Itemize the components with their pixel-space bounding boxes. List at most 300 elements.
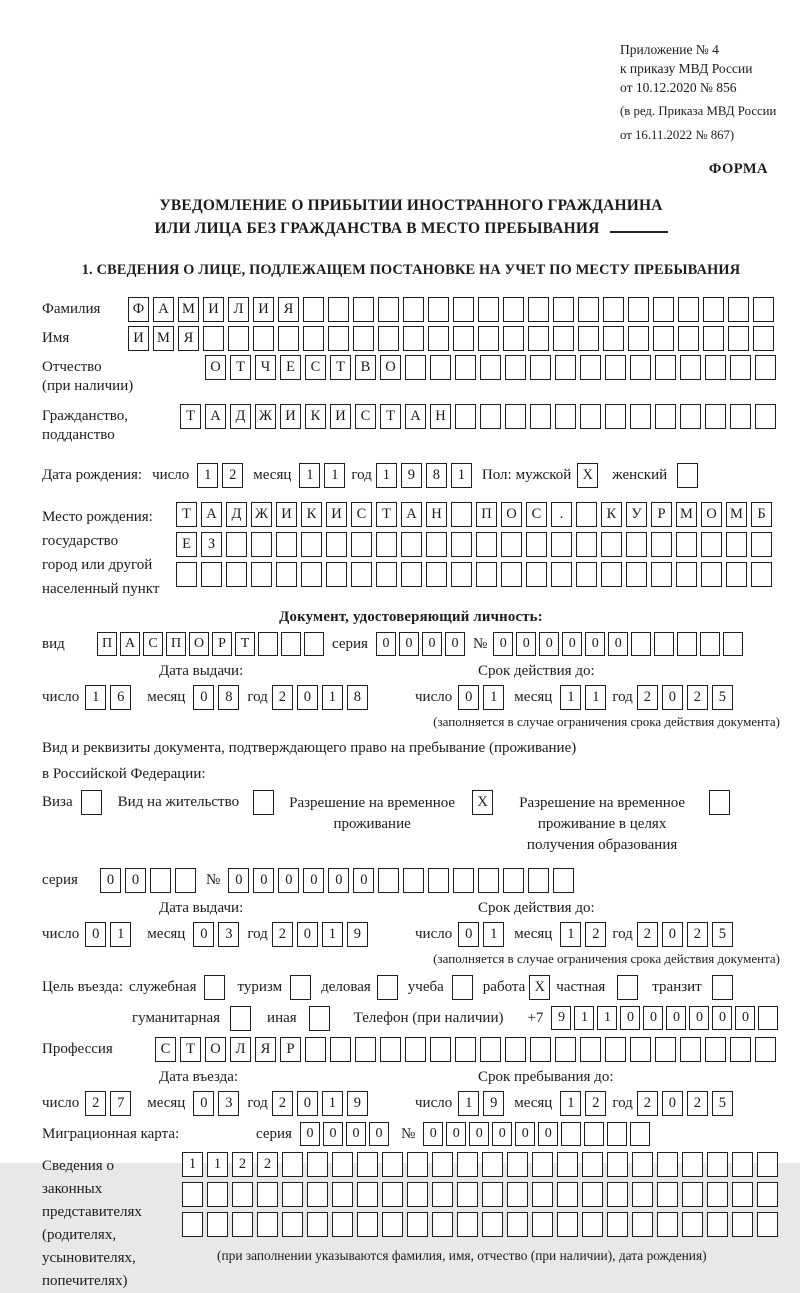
char-box[interactable] xyxy=(757,1212,778,1237)
char-box[interactable]: А xyxy=(120,632,140,656)
char-box[interactable]: Е xyxy=(280,355,301,380)
char-box[interactable]: 3 xyxy=(218,1091,239,1116)
sex-female-checkbox[interactable] xyxy=(677,463,698,488)
char-box[interactable] xyxy=(751,562,772,587)
char-box[interactable]: 2 xyxy=(272,685,293,710)
purpose-study-checkbox[interactable] xyxy=(452,975,473,1000)
char-box[interactable] xyxy=(632,1152,653,1177)
checkbox-cell[interactable] xyxy=(81,790,102,815)
entry-month-input[interactable] xyxy=(193,1091,239,1116)
char-box[interactable]: 2 xyxy=(257,1152,278,1177)
purpose-private-checkbox[interactable] xyxy=(617,975,638,1000)
char-box[interactable]: 0 xyxy=(193,685,214,710)
char-box[interactable] xyxy=(304,632,324,656)
doc-issue-day-input[interactable] xyxy=(85,685,131,710)
char-box[interactable] xyxy=(605,1037,626,1062)
char-box[interactable]: 0 xyxy=(278,868,299,893)
char-box[interactable]: 0 xyxy=(297,922,318,947)
char-box[interactable] xyxy=(701,562,722,587)
char-box[interactable] xyxy=(382,1212,403,1237)
char-box[interactable] xyxy=(478,326,499,351)
char-box[interactable] xyxy=(357,1182,378,1207)
char-box[interactable]: Н xyxy=(426,502,447,527)
char-box[interactable] xyxy=(382,1152,403,1177)
char-box[interactable] xyxy=(753,326,774,351)
char-box[interactable] xyxy=(751,532,772,557)
char-box[interactable] xyxy=(278,326,299,351)
char-box[interactable] xyxy=(703,326,724,351)
char-box[interactable] xyxy=(753,297,774,322)
char-box[interactable] xyxy=(678,326,699,351)
char-box[interactable]: О xyxy=(205,1037,226,1062)
char-box[interactable] xyxy=(532,1152,553,1177)
char-box[interactable] xyxy=(758,1006,778,1030)
char-box[interactable] xyxy=(432,1182,453,1207)
char-box[interactable] xyxy=(580,1037,601,1062)
checkbox-cell[interactable] xyxy=(712,975,733,1000)
char-box[interactable] xyxy=(530,355,551,380)
char-box[interactable]: 9 xyxy=(551,1006,571,1030)
char-box[interactable] xyxy=(251,532,272,557)
checkbox-cell[interactable] xyxy=(377,975,398,1000)
char-box[interactable] xyxy=(526,562,547,587)
char-box[interactable] xyxy=(651,532,672,557)
char-box[interactable] xyxy=(678,297,699,322)
char-box[interactable] xyxy=(428,326,449,351)
residence-permit-checkbox[interactable] xyxy=(253,790,274,815)
char-box[interactable] xyxy=(530,404,551,429)
surname-input[interactable] xyxy=(128,297,774,322)
char-box[interactable]: 9 xyxy=(347,1091,368,1116)
char-box[interactable]: И xyxy=(276,502,297,527)
char-box[interactable] xyxy=(551,532,572,557)
char-box[interactable]: 2 xyxy=(687,922,708,947)
checkbox-cell[interactable] xyxy=(253,790,274,815)
char-box[interactable] xyxy=(457,1152,478,1177)
char-box[interactable] xyxy=(553,297,574,322)
char-box[interactable]: Т xyxy=(230,355,251,380)
char-box[interactable]: И xyxy=(128,326,149,351)
char-box[interactable] xyxy=(376,532,397,557)
char-box[interactable]: 0 xyxy=(458,922,479,947)
char-box[interactable] xyxy=(405,1037,426,1062)
checkbox-cell[interactable]: X xyxy=(529,975,550,1000)
char-box[interactable]: С xyxy=(155,1037,176,1062)
char-box[interactable] xyxy=(607,1212,628,1237)
char-box[interactable] xyxy=(654,632,674,656)
char-box[interactable]: 1 xyxy=(483,685,504,710)
char-box[interactable] xyxy=(432,1152,453,1177)
phone-input[interactable] xyxy=(551,1006,778,1030)
char-box[interactable]: 0 xyxy=(620,1006,640,1030)
char-box[interactable] xyxy=(707,1212,728,1237)
char-box[interactable]: 0 xyxy=(662,922,683,947)
char-box[interactable] xyxy=(382,1182,403,1207)
char-box[interactable]: И xyxy=(203,297,224,322)
char-box[interactable] xyxy=(730,355,751,380)
char-box[interactable] xyxy=(651,562,672,587)
char-box[interactable] xyxy=(576,562,597,587)
char-box[interactable]: 1 xyxy=(110,922,131,947)
birth-day-input[interactable] xyxy=(197,463,243,488)
char-box[interactable] xyxy=(150,868,171,893)
char-box[interactable] xyxy=(380,1037,401,1062)
char-box[interactable]: И xyxy=(280,404,301,429)
char-box[interactable] xyxy=(755,355,776,380)
res-series-input[interactable] xyxy=(100,868,196,893)
char-box[interactable]: А xyxy=(153,297,174,322)
char-box[interactable] xyxy=(328,326,349,351)
char-box[interactable] xyxy=(403,868,424,893)
char-box[interactable]: 2 xyxy=(272,1091,293,1116)
char-box[interactable]: 0 xyxy=(662,685,683,710)
char-box[interactable] xyxy=(578,297,599,322)
char-box[interactable]: 2 xyxy=(687,1091,708,1116)
char-box[interactable]: В xyxy=(355,355,376,380)
birth-month-input[interactable] xyxy=(299,463,345,488)
purpose-work-checkbox[interactable] xyxy=(529,975,550,1000)
char-box[interactable]: С xyxy=(143,632,163,656)
char-box[interactable] xyxy=(478,868,499,893)
char-box[interactable] xyxy=(407,1152,428,1177)
char-box[interactable] xyxy=(657,1152,678,1177)
char-box[interactable]: Е xyxy=(176,532,197,557)
char-box[interactable]: Р xyxy=(280,1037,301,1062)
char-box[interactable]: 0 xyxy=(492,1122,512,1146)
char-box[interactable] xyxy=(378,297,399,322)
char-box[interactable] xyxy=(457,1212,478,1237)
char-box[interactable] xyxy=(455,355,476,380)
char-box[interactable] xyxy=(332,1182,353,1207)
char-box[interactable]: 1 xyxy=(560,922,581,947)
char-box[interactable] xyxy=(401,532,422,557)
char-box[interactable]: 0 xyxy=(666,1006,686,1030)
purpose-business-checkbox[interactable] xyxy=(377,975,398,1000)
char-box[interactable] xyxy=(307,1212,328,1237)
char-box[interactable]: Ж xyxy=(255,404,276,429)
char-box[interactable] xyxy=(378,326,399,351)
char-box[interactable] xyxy=(326,532,347,557)
char-box[interactable]: З xyxy=(201,532,222,557)
char-box[interactable] xyxy=(505,404,526,429)
char-box[interactable] xyxy=(576,532,597,557)
char-box[interactable]: 0 xyxy=(193,1091,214,1116)
char-box[interactable] xyxy=(582,1152,603,1177)
char-box[interactable] xyxy=(557,1152,578,1177)
char-box[interactable] xyxy=(480,404,501,429)
char-box[interactable]: Т xyxy=(330,355,351,380)
char-box[interactable]: Т xyxy=(380,404,401,429)
checkbox-cell[interactable] xyxy=(309,1006,330,1031)
char-box[interactable]: 0 xyxy=(538,1122,558,1146)
char-box[interactable]: 0 xyxy=(297,685,318,710)
char-box[interactable] xyxy=(732,1182,753,1207)
checkbox-cell[interactable] xyxy=(677,463,698,488)
char-box[interactable]: У xyxy=(626,502,647,527)
char-box[interactable] xyxy=(332,1152,353,1177)
entry-day-input[interactable] xyxy=(85,1091,131,1116)
char-box[interactable] xyxy=(682,1212,703,1237)
char-box[interactable] xyxy=(301,562,322,587)
char-box[interactable]: 0 xyxy=(353,868,374,893)
char-box[interactable]: 0 xyxy=(228,868,249,893)
char-box[interactable] xyxy=(253,326,274,351)
char-box[interactable] xyxy=(228,326,249,351)
birthplace-input-row1[interactable] xyxy=(176,502,772,527)
char-box[interactable]: 1 xyxy=(322,1091,343,1116)
char-box[interactable]: О xyxy=(701,502,722,527)
char-box[interactable] xyxy=(528,326,549,351)
char-box[interactable] xyxy=(553,326,574,351)
birthplace-input-row2[interactable] xyxy=(176,532,772,557)
char-box[interactable] xyxy=(378,868,399,893)
checkbox-cell[interactable] xyxy=(452,975,473,1000)
char-box[interactable]: 8 xyxy=(347,685,368,710)
char-box[interactable] xyxy=(576,502,597,527)
char-box[interactable]: Р xyxy=(212,632,232,656)
char-box[interactable] xyxy=(757,1152,778,1177)
char-box[interactable] xyxy=(657,1212,678,1237)
profession-input[interactable] xyxy=(155,1037,776,1062)
char-box[interactable] xyxy=(476,562,497,587)
char-box[interactable] xyxy=(680,404,701,429)
char-box[interactable]: Я xyxy=(255,1037,276,1062)
char-box[interactable] xyxy=(451,562,472,587)
char-box[interactable] xyxy=(555,404,576,429)
char-box[interactable] xyxy=(603,297,624,322)
char-box[interactable]: 1 xyxy=(597,1006,617,1030)
char-box[interactable]: 0 xyxy=(562,632,582,656)
char-box[interactable] xyxy=(605,355,626,380)
char-box[interactable] xyxy=(480,1037,501,1062)
char-box[interactable]: Т xyxy=(180,404,201,429)
char-box[interactable]: Л xyxy=(230,1037,251,1062)
char-box[interactable] xyxy=(630,355,651,380)
char-box[interactable]: 0 xyxy=(712,1006,732,1030)
char-box[interactable]: 1 xyxy=(574,1006,594,1030)
res-valid-month-input[interactable] xyxy=(560,922,606,947)
char-box[interactable] xyxy=(507,1182,528,1207)
res-issue-day-input[interactable] xyxy=(85,922,131,947)
birthplace-input-row3[interactable] xyxy=(176,562,772,587)
name-input[interactable] xyxy=(128,326,774,351)
representatives-input-row3[interactable] xyxy=(182,1212,778,1237)
char-box[interactable]: И xyxy=(326,502,347,527)
char-box[interactable]: 8 xyxy=(426,463,447,488)
char-box[interactable] xyxy=(582,1212,603,1237)
char-box[interactable]: 1 xyxy=(324,463,345,488)
char-box[interactable]: А xyxy=(405,404,426,429)
char-box[interactable]: 1 xyxy=(560,685,581,710)
char-box[interactable] xyxy=(603,326,624,351)
mc-series-input[interactable] xyxy=(300,1122,389,1146)
doc-issue-month-input[interactable] xyxy=(193,685,239,710)
char-box[interactable]: 1 xyxy=(85,685,106,710)
char-box[interactable]: 0 xyxy=(469,1122,489,1146)
char-box[interactable] xyxy=(175,868,196,893)
char-box[interactable]: 0 xyxy=(445,632,465,656)
char-box[interactable] xyxy=(601,562,622,587)
char-box[interactable] xyxy=(201,562,222,587)
char-box[interactable] xyxy=(351,562,372,587)
char-box[interactable]: Я xyxy=(278,297,299,322)
char-box[interactable]: Л xyxy=(228,297,249,322)
char-box[interactable]: 0 xyxy=(100,868,121,893)
char-box[interactable] xyxy=(226,562,247,587)
char-box[interactable] xyxy=(455,1037,476,1062)
char-box[interactable] xyxy=(655,355,676,380)
char-box[interactable]: 2 xyxy=(222,463,243,488)
char-box[interactable] xyxy=(430,1037,451,1062)
char-box[interactable] xyxy=(630,1037,651,1062)
char-box[interactable] xyxy=(628,297,649,322)
char-box[interactable]: Ф xyxy=(128,297,149,322)
char-box[interactable] xyxy=(428,868,449,893)
char-box[interactable] xyxy=(203,326,224,351)
char-box[interactable] xyxy=(480,355,501,380)
char-box[interactable]: С xyxy=(355,404,376,429)
char-box[interactable] xyxy=(305,1037,326,1062)
char-box[interactable] xyxy=(528,868,549,893)
char-box[interactable] xyxy=(607,1182,628,1207)
char-box[interactable] xyxy=(251,562,272,587)
citizenship-input[interactable] xyxy=(180,404,776,429)
char-box[interactable]: 0 xyxy=(346,1122,366,1146)
char-box[interactable] xyxy=(432,1212,453,1237)
char-box[interactable]: О xyxy=(189,632,209,656)
char-box[interactable] xyxy=(328,297,349,322)
char-box[interactable] xyxy=(503,326,524,351)
char-box[interactable] xyxy=(176,562,197,587)
char-box[interactable]: О xyxy=(501,502,522,527)
char-box[interactable]: И xyxy=(253,297,274,322)
char-box[interactable] xyxy=(482,1182,503,1207)
checkbox-cell[interactable]: X xyxy=(577,463,598,488)
char-box[interactable]: М xyxy=(676,502,697,527)
char-box[interactable] xyxy=(282,1212,303,1237)
char-box[interactable] xyxy=(258,632,278,656)
char-box[interactable]: 1 xyxy=(197,463,218,488)
char-box[interactable]: А xyxy=(401,502,422,527)
char-box[interactable]: 2 xyxy=(637,685,658,710)
char-box[interactable] xyxy=(628,326,649,351)
res-number-input[interactable] xyxy=(228,868,574,893)
char-box[interactable]: С xyxy=(305,355,326,380)
char-box[interactable] xyxy=(631,632,651,656)
char-box[interactable]: 0 xyxy=(303,868,324,893)
char-box[interactable]: 0 xyxy=(608,632,628,656)
char-box[interactable] xyxy=(655,404,676,429)
char-box[interactable]: 0 xyxy=(376,632,396,656)
char-box[interactable] xyxy=(551,562,572,587)
char-box[interactable]: 2 xyxy=(232,1152,253,1177)
char-box[interactable]: 0 xyxy=(297,1091,318,1116)
char-box[interactable]: 2 xyxy=(687,685,708,710)
char-box[interactable]: 8 xyxy=(218,685,239,710)
char-box[interactable] xyxy=(457,1182,478,1207)
char-box[interactable] xyxy=(507,1212,528,1237)
char-box[interactable]: 1 xyxy=(451,463,472,488)
char-box[interactable] xyxy=(705,355,726,380)
char-box[interactable] xyxy=(226,532,247,557)
char-box[interactable] xyxy=(376,562,397,587)
char-box[interactable]: И xyxy=(330,404,351,429)
char-box[interactable] xyxy=(732,1152,753,1177)
char-box[interactable]: 0 xyxy=(493,632,513,656)
char-box[interactable] xyxy=(232,1212,253,1237)
char-box[interactable] xyxy=(330,1037,351,1062)
char-box[interactable] xyxy=(580,404,601,429)
doc-issue-year-input[interactable] xyxy=(272,685,368,710)
birth-year-input[interactable] xyxy=(376,463,472,488)
char-box[interactable] xyxy=(730,404,751,429)
char-box[interactable] xyxy=(430,355,451,380)
char-box[interactable]: 2 xyxy=(637,1091,658,1116)
char-box[interactable] xyxy=(677,632,697,656)
char-box[interactable] xyxy=(680,355,701,380)
char-box[interactable] xyxy=(703,297,724,322)
char-box[interactable] xyxy=(700,632,720,656)
char-box[interactable]: 0 xyxy=(458,685,479,710)
char-box[interactable] xyxy=(303,326,324,351)
char-box[interactable]: 0 xyxy=(423,1122,443,1146)
char-box[interactable] xyxy=(555,355,576,380)
char-box[interactable]: 1 xyxy=(376,463,397,488)
char-box[interactable]: 1 xyxy=(299,463,320,488)
char-box[interactable] xyxy=(307,1182,328,1207)
char-box[interactable]: 2 xyxy=(637,922,658,947)
char-box[interactable]: 9 xyxy=(401,463,422,488)
char-box[interactable] xyxy=(755,1037,776,1062)
char-box[interactable] xyxy=(332,1212,353,1237)
char-box[interactable] xyxy=(257,1182,278,1207)
char-box[interactable]: Ч xyxy=(255,355,276,380)
char-box[interactable] xyxy=(482,1152,503,1177)
char-box[interactable] xyxy=(557,1212,578,1237)
char-box[interactable] xyxy=(653,297,674,322)
res-issue-month-input[interactable] xyxy=(193,922,239,947)
char-box[interactable] xyxy=(726,562,747,587)
char-box[interactable] xyxy=(530,1037,551,1062)
char-box[interactable] xyxy=(701,532,722,557)
char-box[interactable] xyxy=(707,1152,728,1177)
char-box[interactable] xyxy=(532,1182,553,1207)
char-box[interactable] xyxy=(301,532,322,557)
char-box[interactable] xyxy=(707,1182,728,1207)
char-box[interactable] xyxy=(455,404,476,429)
char-box[interactable] xyxy=(451,532,472,557)
char-box[interactable]: 9 xyxy=(483,1091,504,1116)
char-box[interactable]: К xyxy=(301,502,322,527)
char-box[interactable] xyxy=(407,1182,428,1207)
char-box[interactable]: 1 xyxy=(585,685,606,710)
char-box[interactable] xyxy=(505,1037,526,1062)
mc-number-input[interactable] xyxy=(423,1122,650,1146)
char-box[interactable]: 0 xyxy=(328,868,349,893)
char-box[interactable] xyxy=(557,1182,578,1207)
char-box[interactable]: 5 xyxy=(712,685,733,710)
char-box[interactable]: 2 xyxy=(585,922,606,947)
char-box[interactable] xyxy=(478,297,499,322)
char-box[interactable] xyxy=(607,1152,628,1177)
char-box[interactable] xyxy=(728,326,749,351)
char-box[interactable] xyxy=(578,326,599,351)
char-box[interactable] xyxy=(676,532,697,557)
char-box[interactable] xyxy=(353,326,374,351)
char-box[interactable]: 2 xyxy=(272,922,293,947)
char-box[interactable] xyxy=(182,1182,203,1207)
stay-month-input[interactable] xyxy=(560,1091,606,1116)
